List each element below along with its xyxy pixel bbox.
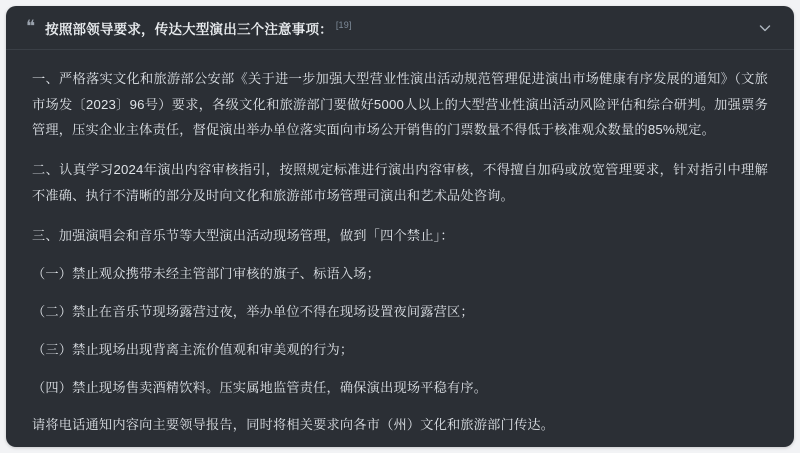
paragraph-3-item-4: （四）禁止现场售卖酒精饮料。压实属地监管责任，确保演出现场平稳有序。 xyxy=(32,379,488,395)
quote-mark-icon: ❝ xyxy=(26,17,34,36)
chevron-down-icon[interactable] xyxy=(754,17,776,39)
paragraph-2: 二、认真学习2024年演出内容审核指引，按照规定标准进行演出内容审核，不得擅自加码或放宽管理要求，针对指引中理解不准确、执行不清晰的部分及时向文化和旅游部市场管理司演出和艺术品处咨询。 xyxy=(32,162,768,203)
reference-marker: [19] xyxy=(335,20,352,30)
paragraph-1: 一、严格落实文化和旅游部公安部《关于进一步加强大型营业性演出活动规范管理促进演出市场健康有序发展的通知》（文旅市场发〔2023〕96号）要求，各级文化和旅游部门要做好5000人以上的大型营业性演出活动风险评估和综合研判。加强票务管理，压实企业主体责任，督促演出举办单位落实面向市场公开销售的门票数量不得低于核准观众数量的85%规定。 xyxy=(32,71,768,138)
notice-body xyxy=(6,50,794,447)
paragraph-closing: 请将电话通知内容向主要领导报告，同时将相关要求向各市（州）文化和旅游部门传达。 xyxy=(32,417,555,433)
card-header[interactable] xyxy=(6,6,794,50)
page-title-text: 按照部领导要求，传达大型演出三个注意事项： xyxy=(45,21,333,37)
paragraph-3-item-1: （一）禁止观众携带未经主管部门审核的旗子、标语入场； xyxy=(32,266,381,282)
paragraph-3-item-3: （三）禁止现场出现背离主流价值观和审美观的行为； xyxy=(32,341,354,357)
paragraph-3: 三、加强演唱会和音乐节等大型演出活动现场管理，做到「四个禁止」： xyxy=(32,227,454,243)
page-title xyxy=(45,18,352,38)
paragraph-3-item-2: （二）禁止在音乐节现场露营过夜，举办单位不得在现场设置夜间露营区； xyxy=(32,304,474,320)
notice-card xyxy=(6,6,794,447)
